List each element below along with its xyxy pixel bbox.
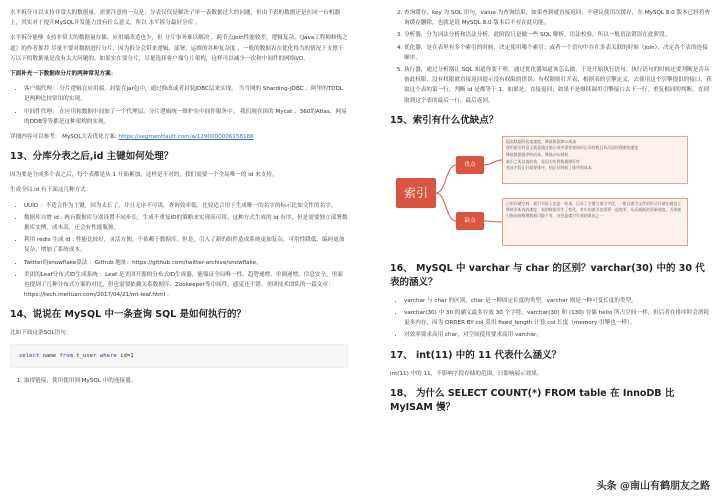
mindmap-item: 索引之所以查的快，是因为先将数据排好序 [506,158,580,164]
list-item: • 数据库自增 id : 两台数据库分别设置不同步长，生成不重复ID的策略来实现高可用。这种方式生成的 id 有序，但是需要独立部署数据库实例，成本高，还会有性能瓶颈。 [24,213,348,233]
mindmap-disadvantages-box [502,198,688,246]
paragraph-sharding-schemes-title: 下面补充一下数据库分片的两种常见方案： [10,71,117,78]
id-methods-list [10,201,348,301]
varchar-char-list [390,296,712,341]
list-item: 1. 取得链接，使用使用到 MySQL 中的连接器。 [24,376,348,386]
paragraph-int11: int(11) 中的 11，不影响字段存储的范围，只影响展示效果。 [390,370,543,377]
mindmap-node-disadvantages: 缺点 [456,212,484,230]
list-item: • varchar 与 char 的区别，char 是一种固定长度的类型，varchar 则是一种可变长度的类型。 [404,296,712,306]
heading-18: 18、 为什么 SELECT COUNT(*) FROM table 在 InnoDB 比 MyISAM 慢？ [390,387,675,413]
right-column [390,8,712,421]
left-column [10,8,348,391]
mindmap-item: 占用存储空间：索引实际上也是一张表，记录了主键与索引字段，一般以索引文件的形式存储在磁盘上 [506,200,682,206]
code-text: id=1 [116,352,134,359]
heading-13: 13、分库分表之后,id 主键如何处理？ [10,151,174,163]
list-item: 4. 优化器，是在表里有多个索引的时候，决定使用哪个索引；或者一个语句中存在多表关联的时候（join），决定各个表的连接顺序。 [404,43,712,63]
mindmap-advantages-box [502,136,688,184]
code-text: t_user [72,352,100,359]
list-item: 5. 执行器，通过分析器让 SQL 知道你要干啥，通过优化器知道该怎么做，于是开始执行语句。执行语句的时候还要判断是否具备此权限，没有权限就直接返回提示没有权限的错误；有权限则打开表，根据表的引擎定义，去使用这个引擎提供的接口，获取这个表的第一行，判断 id 是都等于 1。如果是，直接返回；如果不是继续调用引擎接口去下一行，重复相同的判断，直到取到这个表的最后一行，最后返回。 [404,65,712,106]
code-keyword: from [59,352,73,359]
mindmap-center: 索引 [396,178,436,208]
reference-label: 详细内容可以参考： MySQL大表优化方案: [10,134,119,141]
sharding-schemes-list [10,84,348,127]
list-item: 2. 查询缓存，key 为 SQL 语句，value 为查询结果，如果查到就直接返回。不建议使用次缓存，在 MySQL 8.0 版本已经将查询缓存删除，也就是说 MySQL 8.0 版本后不存在此功能。 [404,8,712,28]
heading-16: 16、 MySQL 中 varchar 与 char 的区别？varchar(30) 中的 30 代表的涵义？ [390,262,705,288]
list-item: • Twitter的snowflake算法 ：Github 地址：https://github.com/twitter-archive/snowflake。 [24,258,348,268]
mindmap-node-advantages: 优点 [456,156,484,174]
code-text: name [39,352,60,359]
list-item: • 对效率要求高用 char，对空间使用要求高用 varchar。 [404,330,712,340]
code-block [10,344,348,368]
list-item: • varchar(30) 中 30 的涵义最多存放 30 个字符。varchar(30) 和 (130) 存储 hello 所占空间一样，但后者在排序时会消耗更多内存，因为 ORDER BY col 采用 fixed_length 计算 col 长度（memory 引擎也一样）。 [404,308,712,328]
mindmap-item: 降低数据排序的成本，降低CPU消耗 [506,152,569,158]
paragraph-horizontal-split: 水平拆分可以支持非常大的数据量。需要注意的一点是：分表仅仅是解决了单一表数据过大的问题，但由于表的数据还是在同一台机器上，其实对于提升MySQL并发能力没有什么意义，所以 水平拆分最好分库 。 [10,10,341,27]
list-item: • 客户端代理： 分片逻辑在应用端，封装在jar包中，通过修改或者封装JDBC层来实现。 当当网的 Sharding-JDBC 、阿里的TDDL是两种比较常用的实现。 [24,84,348,104]
list-item: • UUID ：不适合作为主键，因为太长了，并且无序不可读，查询效率低。比较适合用于生成唯一的名字的标示比如文件的名字。 [24,201,348,211]
list-item: • 中间件代理： 在应用和数据中间加了一个代理层。分片逻辑统一维护在中间件服务中。 我们现在谈的 Mycat 、360的Atlas、网易的DDB等等都是这种架构的实现。 [24,107,348,127]
reference-link[interactable]: https://segmentfault.com/a/1190000006158186 [118,134,254,141]
code-keyword: select [19,352,40,359]
mindmap-item: 降低更新表的速度：表的数据发生了变化，对应的索引也需要一起变更，从而减低的更新速度。否则索引指向的物理数据可能不对，这也是索引失效的原因之一 [506,207,682,219]
index-pros-cons-mindmap [392,134,692,252]
heading-15: 15、索引有什么优缺点？ [390,114,499,126]
sql-steps-list [390,8,712,106]
list-item: • 美团的Leaf分布式ID生成系统 ：Leaf 是美团开源的分布式ID生成器，能保证全局唯一性、趋势递增、单调递增、信息安全，里面也提到了几种分布式方案的对比，但也需要依赖关系数据库、Zookeeper等中间件。感觉还不错。美团技术团队的一篇文章：https://tech.meituan.com/2017/04/21/mt-leaf.html 。 [24,270,348,301]
paragraph-id-methods-title: 生成全局 id 有下面这几种方式： [10,187,92,194]
watermark-text: 头条 @南山有鹤朋友之路 [596,481,710,492]
paragraph-sql-example: 比如下面这条SQL语句： [10,330,72,337]
sql-steps-list-start [10,376,348,386]
mindmap-item: 使用索引的意义就是通过缩小表中需要查询的记录的数目从而加快搜索的速度 [506,145,639,151]
list-item: • 利用 redis 生成 id : 性能比较好，灵活方便，不依赖于数据库。但是，引入了新的组件造成系统更加复杂，可用性降低，编码更加复杂，增加了系统成本。 [24,235,348,255]
paragraph-horizontal-split-detail: 水平拆分能够 支持非常大的数据量存储，应用端改造也少，但 分片事务难以解决 ，跨节点Join性能较差，逻辑复杂。《Java工程师修炼之道》的作者推荐 尽量不要对数据进行分片，因为拆分会带来逻辑、部署、运维的各种复杂度 ，一般的数据表在优化得当的情况下支撑千万以下的数据量是没有太大问题的。如果实在要分片，尽量选择客户端分片架构，这样可以减少一次和中间件的网络I/O。 [10,35,348,62]
heading-14: 14、说说在 MySQL 中一条查询 SQL 是如何执行的？ [10,309,247,321]
mindmap-item: 若该字段正好需要排序，则正好降低了排序的成本 [506,165,592,171]
watermark [597,477,710,492]
paragraph-id-intro: 因为要是分成多个表之后，每个表都是从 1 开始累加，这样是不对的，我们需要一个全局唯一的 id 来支持。 [10,172,278,179]
heading-17: 17、 int(11) 中的 11 代表什么涵义？ [390,349,562,361]
code-keyword: where [99,352,117,359]
list-item: 3. 分析器，分为词法分析和语法分析。此阶段只是做一些 SQL 解析，语法校验。所以一般语法错误在此阶段。 [404,30,712,40]
reference-line [10,132,348,142]
mindmap-item: 提高数据的检索速度，降低数据库IO成本 [506,138,577,144]
